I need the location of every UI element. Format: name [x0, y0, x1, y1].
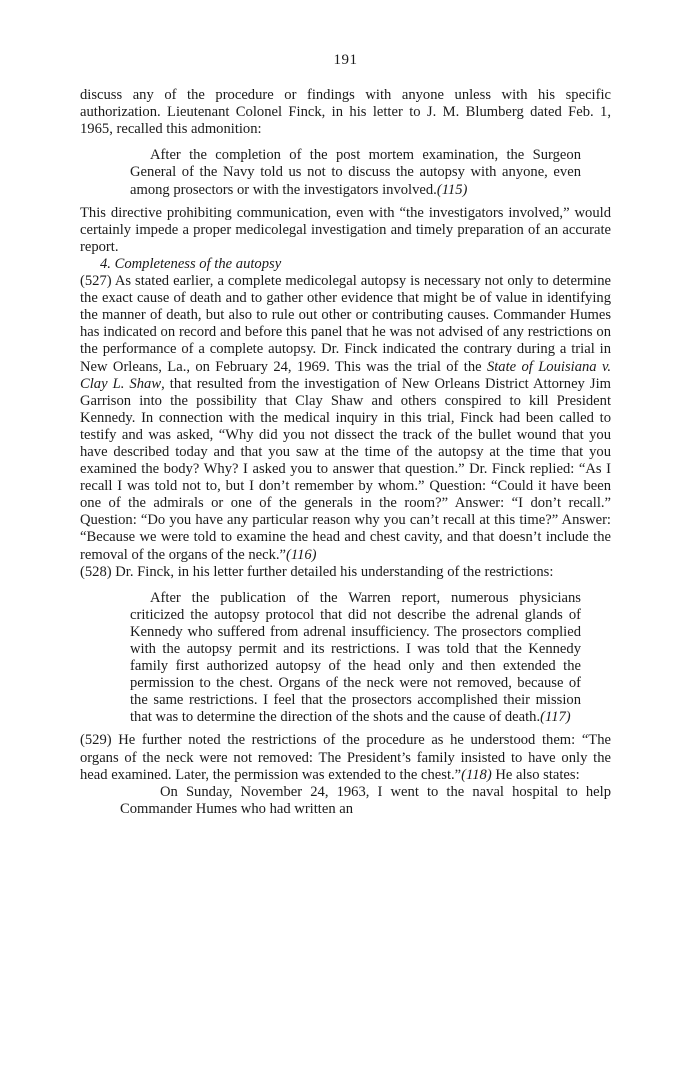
- document-page: [80, 52, 611, 818]
- paragraph-529-continued: He also states:: [491, 766, 580, 783]
- block-quote-text: [130, 147, 581, 198]
- footnote-reference: (115): [436, 181, 468, 198]
- block-quote-sunday: [120, 784, 611, 818]
- section-heading: 4. Completeness of the autopsy: [100, 255, 282, 272]
- paragraph-529-text: (529) He further noted the restrictions of the procedure as he understood them: “The organs of the neck were not removed: The President’s family insisted to have only the head examined. Later, the permission was extended to the chest.”: [80, 732, 611, 783]
- page-number: 191: [333, 52, 358, 68]
- block-quote-finck-letter: [130, 147, 581, 198]
- paragraph-528: [80, 564, 611, 581]
- block-quote-restrictions: [130, 590, 581, 727]
- case-name: State of Louisiana v. Clay L. Shaw: [80, 358, 611, 392]
- footnote-reference: (117): [540, 709, 571, 726]
- paragraph-directive: [80, 205, 611, 256]
- paragraph-527-continued: , that resulted from the investigation of New Orleans District Attorney Jim Garrison into the possibility that Clay Shaw and others conspired to kill President Kennedy. In connection with the medical inquiry in this trial, Finck had been called to testify and was asked, “Why did you not dissect the track of the bullet wound that you have described today and that you saw at the time of the autopsy at the time that you examined the body? Why? I asked you to answer that question.” Dr. Finck replied: “As I recall I was told not to, but I don’t remember by whom.” Question: “Could it have been one of the admirals or one of the generals in the room?” Answer: “I don’t recall.” Question: “Do you have any particular reason why you can’t recall at this time?” Answer: “Because we were told to examine the head and chest cavity, and that doesn’t include the removal of the organs of the neck.”: [80, 375, 611, 563]
- quote-body: After the completion of the post mortem examination, the Surgeon General of the Navy told us not to discuss the autopsy with anyone, even among prosectors or with the investigators involved.: [130, 147, 581, 198]
- paragraph-529: [80, 732, 611, 783]
- footnote-reference: (118): [461, 766, 492, 783]
- paragraph-527-text: (527) As stated earlier, a complete medicolegal autopsy is necessary not only to determine the exact cause of death and to gather other evidence that might be of value in identifying the manner of death, but also to rule out other or contributing causes. Commander Humes has indicated on record and before this panel that he was not advised of any restrictions on the performance of a complete autopsy. Dr. Finck indicated the contrary during a trial in New Orleans, La., on February 24, 1969. This was the trial of the: [80, 273, 611, 375]
- block-quote-text: [130, 590, 581, 727]
- paragraph-directive-text: This directive prohibiting communication, even with “the investigators involved,” would certainly impede a proper medicolegal investigation and timely preparation of an accurate report.: [80, 204, 611, 255]
- paragraph-intro: [80, 87, 611, 138]
- paragraph-528-text: (528) Dr. Finck, in his letter further detailed his understanding of the restrictions:: [80, 563, 554, 580]
- quote-body: After the publication of the Warren report, numerous physicians criticized the autopsy protocol that did not describe the adrenal glands of Kennedy who suffered from adrenal insufficiency. The prosectors complied with the autopsy permit and its restrictions. I was told that the Kennedy family first authorized autopsy of the head only and then extended the permission to the chest. Organs of the neck were not removed, because of the same restrictions. I feel that the prosectors accomplished their mission that was to determine the direction of the shots and the cause of death.: [130, 589, 581, 726]
- footnote-reference: (116): [286, 546, 317, 563]
- paragraph-527: [80, 273, 611, 564]
- paragraph-intro-text: discuss any of the procedure or findings with anyone unless with his specific authorization. Lieutenant Colonel Finck, in his letter to J. M. Blumberg dated Feb. 1, 1965, recalled this admonition:: [80, 87, 611, 138]
- block-quote-text: On Sunday, November 24, 1963, I went to the naval hospital to help Commander Humes who had written an: [120, 783, 611, 817]
